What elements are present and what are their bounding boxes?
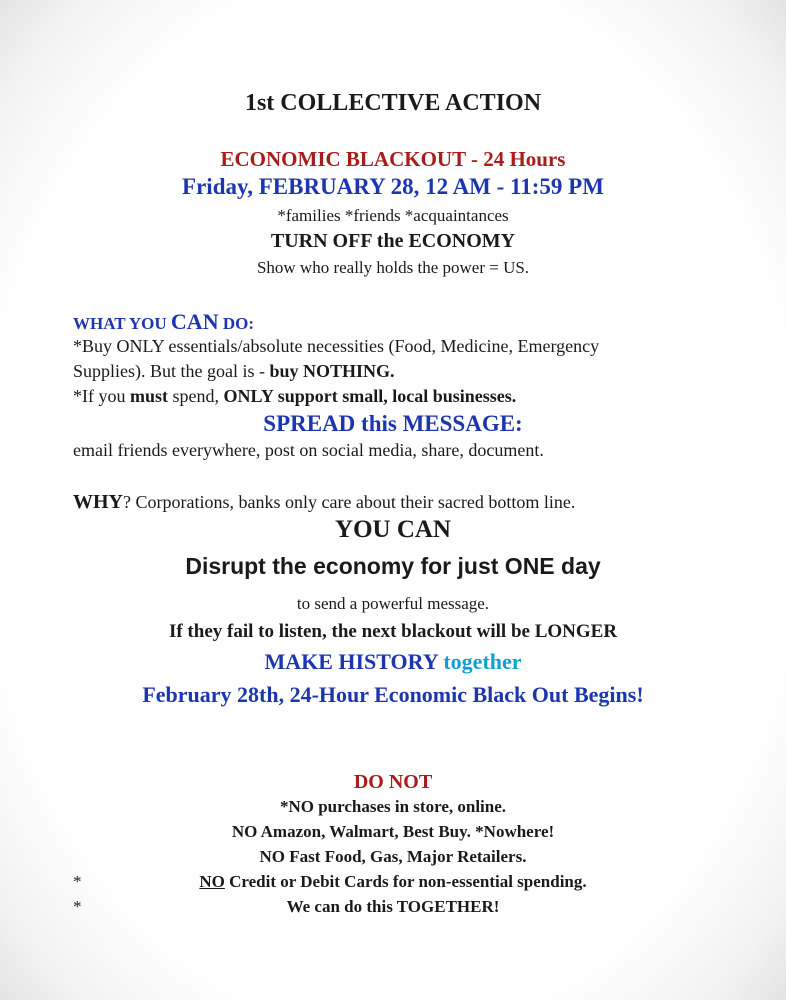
must-text: must xyxy=(130,386,169,406)
power-line: Show who really holds the power = US. xyxy=(256,258,530,277)
can-do-line-1: *Buy ONLY essentials/absolute necessities (Food, Medicine, Emergency xyxy=(73,336,600,356)
do-not-item-4 xyxy=(0,873,786,890)
make-history-text: MAKE HISTORY xyxy=(264,649,444,674)
why-line xyxy=(73,492,575,512)
can-do-line-2-prefix: Supplies). But the goal is - xyxy=(73,361,270,381)
can-do-line-3-middle: spend, xyxy=(168,386,224,406)
can-do-heading-prefix: WHAT YOU xyxy=(73,314,171,333)
audience-line: *families *friends *acquaintances xyxy=(277,206,509,225)
buy-nothing-text: buy NOTHING. xyxy=(269,361,395,381)
spread-heading: SPREAD this MESSAGE: xyxy=(263,411,523,436)
spread-text: email friends everywhere, post on social media, share, document. xyxy=(73,440,544,460)
together-text: together xyxy=(443,649,522,674)
can-do-line-3-prefix: *If you xyxy=(73,386,130,406)
local-businesses-text: ONLY support small, local businesses. xyxy=(223,386,517,406)
message-line: to send a powerful message. xyxy=(296,594,490,613)
can-do-heading-can: CAN xyxy=(170,309,219,334)
you-can-heading: YOU CAN xyxy=(335,516,451,543)
bullet-star: * xyxy=(73,897,82,916)
bullet-star: * xyxy=(73,872,82,891)
can-do-line-3 xyxy=(73,387,516,405)
do-not-item-5: We can do this TOGETHER! xyxy=(286,897,500,916)
do-not-item-2: NO Amazon, Walmart, Best Buy. *Nowhere! xyxy=(231,822,555,841)
do-not-item-3: NO Fast Food, Gas, Major Retailers. xyxy=(259,847,527,866)
blackout-date: Friday, FEBRUARY 28, 12 AM - 11:59 PM xyxy=(182,174,604,199)
can-do-heading-suffix: DO: xyxy=(218,314,255,333)
fail-line: If they fail to listen, the next blackout will be LONGER xyxy=(168,621,618,642)
blackout-headline: ECONOMIC BLACKOUT - 24 Hours xyxy=(220,147,566,171)
do-not-heading: DO NOT xyxy=(353,771,433,793)
begins-line: February 28th, 24-Hour Economic Black Out Begins! xyxy=(142,682,644,707)
do-not-item-4-rest: Credit or Debit Cards for non-essential spending. xyxy=(224,872,587,891)
turn-off-line: TURN OFF the ECONOMY xyxy=(270,230,516,252)
page-title: 1st COLLECTIVE ACTION xyxy=(244,90,542,116)
can-do-heading xyxy=(73,311,254,333)
why-text: ? Corporations, banks only care about their sacred bottom line. xyxy=(123,492,576,512)
do-not-item-4-no: NO xyxy=(199,872,225,891)
can-do-line-2 xyxy=(73,362,395,380)
history-line xyxy=(0,651,786,673)
disrupt-line: Disrupt the economy for just ONE day xyxy=(185,553,601,579)
do-not-item-1: *NO purchases in store, online. xyxy=(279,797,507,816)
why-label: WHY xyxy=(73,491,123,513)
